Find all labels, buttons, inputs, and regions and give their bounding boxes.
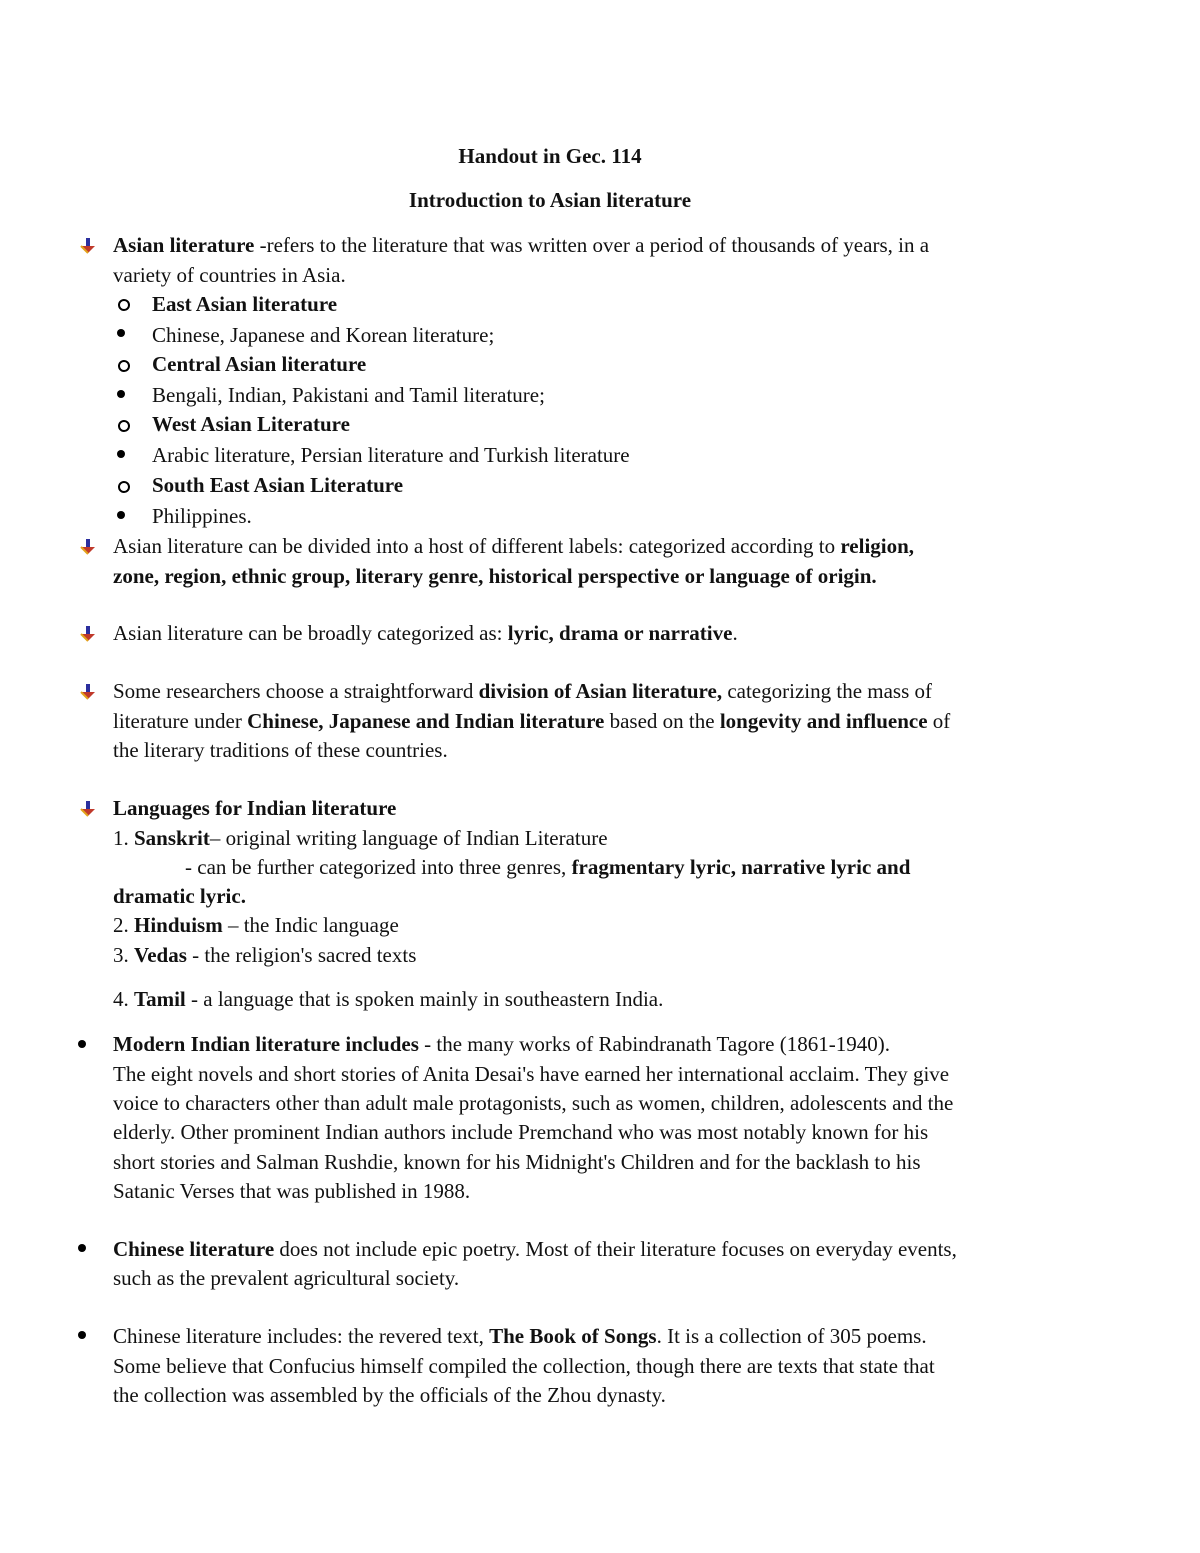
modern-indian-literature-line6: Satanic Verses that was published in 1988. — [113, 1179, 471, 1203]
region-heading-west: West Asian Literature — [152, 412, 350, 436]
book-of-songs-line2: Some believe that Confucius himself compiled the collection, though there are texts that state that — [113, 1354, 935, 1378]
region-items-west: Arabic literature, Persian literature and Turkish literature — [152, 443, 630, 467]
language-item-tamil: 4. Tamil - a language that is spoken mainly in southeastern India. — [113, 987, 664, 1011]
division-paragraph-line3: the literary traditions of these countries. — [113, 738, 448, 762]
chinese-literature-paragraph-cont: such as the prevalent agricultural society. — [113, 1266, 460, 1290]
arrow-bullet-icon — [77, 235, 99, 257]
asian-literature-definition-cont: variety of countries in Asia. — [113, 263, 346, 287]
page-title: Handout in Gec. 114 — [458, 144, 642, 168]
book-of-songs-line3: the collection was assembled by the officials of the Zhou dynasty. — [113, 1383, 666, 1407]
chinese-literature-paragraph: Chinese literature does not include epic poetry. Most of their literature focuses on everyday events, — [113, 1237, 957, 1261]
indian-languages-heading: Languages for Indian literature — [113, 796, 397, 820]
classification-paragraph: Asian literature can be divided into a host of different labels: categorized according to religion, — [113, 534, 915, 558]
language-item-sanskrit-genres: - can be further categorized into three genres, fragmentary lyric, narrative lyric and — [185, 855, 911, 879]
language-item-sanskrit-genres-cont: dramatic lyric. — [113, 884, 246, 908]
region-items-central: Bengali, Indian, Pakistani and Tamil literature; — [152, 383, 545, 407]
circle-bullet-icon — [118, 481, 130, 493]
dot-bullet-icon — [117, 450, 125, 458]
arrow-bullet-icon — [77, 681, 99, 703]
asian-literature-definition: Asian literature -refers to the literature that was written over a period of thousands of years, in a — [113, 233, 930, 257]
page-subtitle: Introduction to Asian literature — [408, 188, 692, 212]
dot-bullet-icon — [78, 1331, 86, 1339]
region-heading-southeast: South East Asian Literature — [152, 473, 404, 497]
arrow-bullet-icon — [77, 536, 99, 558]
classification-paragraph-cont: zone, region, ethnic group, literary genre, historical perspective or language of origin. — [113, 564, 877, 588]
circle-bullet-icon — [118, 360, 130, 372]
arrow-bullet-icon — [77, 798, 99, 820]
term-asian-literature: Asian literature — [113, 233, 255, 257]
division-paragraph: Some researchers choose a straightforward division of Asian literature, categorizing the mass of — [113, 679, 933, 703]
dot-bullet-icon — [117, 329, 125, 337]
dot-bullet-icon — [117, 390, 125, 398]
region-heading-central: Central Asian literature — [152, 352, 367, 376]
book-of-songs-paragraph: Chinese literature includes: the revered text, The Book of Songs. It is a collection of 305 poems. — [113, 1324, 927, 1348]
circle-bullet-icon — [118, 420, 130, 432]
modern-indian-literature-line5: short stories and Salman Rushdie, known for his Midnight's Children and for the backlash to his — [113, 1150, 921, 1174]
division-paragraph-line2: literature under Chinese, Japanese and Indian literature based on the longevity and influence of — [113, 709, 951, 733]
language-item-hinduism: 2. Hinduism – the Indic language — [113, 913, 399, 937]
region-heading-east: East Asian literature — [152, 292, 338, 316]
dot-bullet-icon — [78, 1244, 86, 1252]
region-items-east: Chinese, Japanese and Korean literature; — [152, 323, 495, 347]
dot-bullet-icon — [78, 1040, 86, 1048]
modern-indian-literature-line4: elderly. Other prominent Indian authors include Premchand who was most notably known for his — [113, 1120, 929, 1144]
circle-bullet-icon — [118, 299, 130, 311]
broad-categories-paragraph: Asian literature can be broadly categorized as: lyric, drama or narrative. — [113, 621, 738, 645]
modern-indian-literature-line2: The eight novels and short stories of Anita Desai's have earned her international acclaim. They give — [113, 1062, 950, 1086]
modern-indian-literature-paragraph: Modern Indian literature includes - the many works of Rabindranath Tagore (1861-1940). — [113, 1032, 890, 1056]
language-item-vedas: 3. Vedas - the religion's sacred texts — [113, 943, 417, 967]
modern-indian-literature-line3: voice to characters other than adult male protagonists, such as women, children, adolescents and the — [113, 1091, 954, 1115]
arrow-bullet-icon — [77, 623, 99, 645]
region-items-southeast: Philippines. — [152, 504, 252, 528]
dot-bullet-icon — [117, 511, 125, 519]
language-item-sanskrit: 1. Sanskrit– original writing language of Indian Literature — [113, 826, 608, 850]
